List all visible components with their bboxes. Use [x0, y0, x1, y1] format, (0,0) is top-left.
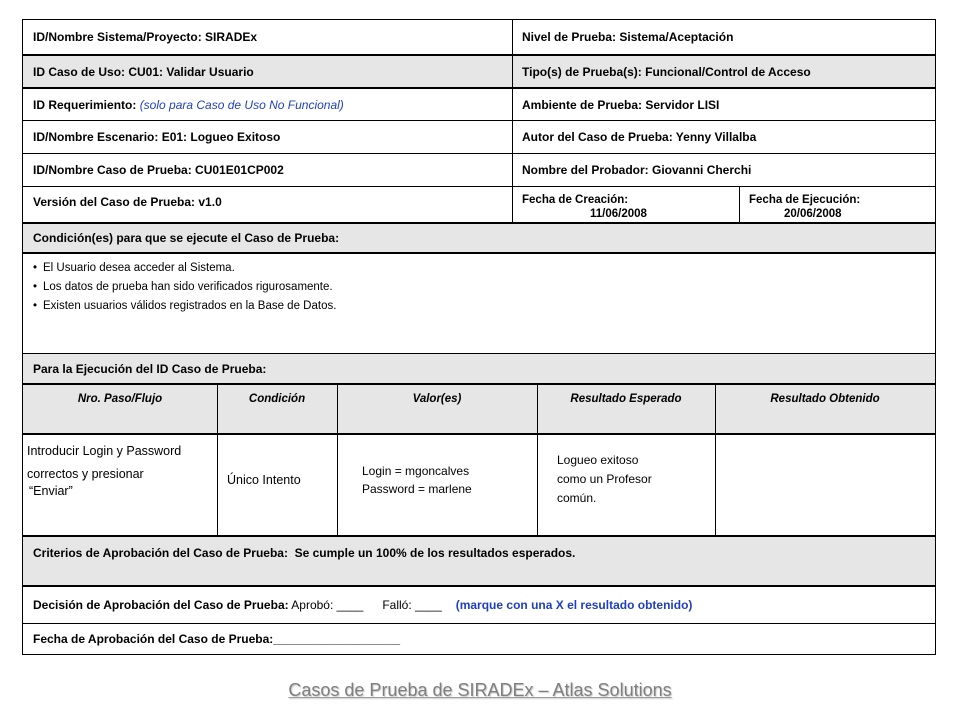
execution-date-label: Fecha de Ejecución:	[749, 194, 861, 206]
row-test-case	[23, 153, 935, 186]
col-condition: Condición	[248, 393, 306, 405]
system-project-field: ID/Nombre Sistema/Proyecto: SIRADEx	[33, 30, 258, 44]
approved-blank[interactable]: Aprobó: ____	[288, 598, 364, 612]
creation-date-value: 11/06/2008	[590, 208, 647, 220]
row-version-dates	[23, 186, 935, 222]
step-values: Login = mgoncalves Password = marlene	[362, 464, 472, 496]
environment-field: Ambiente de Prueba: Servidor LISI	[522, 97, 720, 112]
use-case-field: ID Caso de Uso: CU01: Validar Usuario	[33, 64, 254, 79]
requirement-label: ID Requerimiento:	[33, 97, 140, 112]
row-requirement	[23, 87, 935, 120]
criteria-value: Se cumple un 100% de los resultados esperados.	[287, 546, 576, 560]
col-obtained: Resultado Obtenido	[770, 393, 880, 405]
execution-header: Para la Ejecución del ID Caso de Prueba:	[33, 361, 267, 376]
row-system	[23, 20, 935, 54]
col-expected: Resultado Esperado	[570, 393, 682, 405]
test-case-id-field: ID/Nombre Caso de Prueba: CU01E01CP002	[33, 163, 284, 177]
col-step: Nro. Paso/Flujo	[77, 393, 163, 405]
col-values: Valor(es)	[412, 393, 462, 405]
execution-date-field	[739, 187, 935, 222]
requirement-field	[23, 89, 512, 120]
conditions-list-row	[23, 252, 935, 353]
condition-item: • Existen usuarios válidos registrados en la Base de Datos.	[33, 300, 913, 312]
criteria-label: Criterios de Aprobación del Caso de Prueba:	[33, 546, 288, 560]
approval-date-field[interactable]: Fecha de Aprobación del Caso de Prueba:___________________	[33, 632, 401, 646]
author-field: Autor del Caso de Prueba: Yenny Villalba	[522, 130, 757, 144]
footer-caption: Casos de Prueba de SIRADEx – Atlas Solutions	[288, 680, 672, 700]
condition-item: • Los datos de prueba han sido verificados rigurosamente.	[33, 281, 913, 293]
conditions-list	[33, 262, 913, 312]
decision-label: Decisión de Aprobación del Caso de Prueba:	[33, 598, 289, 612]
test-level-field: Nivel de Prueba: Sistema/Aceptación	[522, 30, 734, 44]
version-field: Versión del Caso de Prueba: v1.0	[33, 195, 222, 209]
execution-header-row	[23, 353, 935, 383]
failed-blank[interactable]: Falló: ____	[382, 598, 442, 612]
step-expected: Logueo exitoso como un Profesor común.	[557, 453, 652, 505]
test-type-field: Tipo(s) de Prueba(s): Funcional/Control de Acceso	[522, 64, 811, 79]
decision-row	[23, 585, 935, 623]
condition-item: • El Usuario desea acceder al Sistema.	[33, 262, 913, 274]
step-description: Introducir Login y Password correctos y presionar “Enviar”	[27, 444, 182, 498]
steps-table-header	[23, 383, 935, 433]
requirement-note: (solo para Caso de Uso No Funcional)	[139, 97, 344, 112]
test-case-form	[22, 19, 936, 655]
table-row	[23, 433, 935, 535]
conditions-header-row	[23, 222, 935, 252]
creation-date-field	[512, 187, 739, 222]
scenario-field: ID/Nombre Escenario: E01: Logueo Exitoso	[33, 130, 281, 144]
criteria-field	[23, 537, 935, 585]
step-condition: Único Intento	[227, 473, 301, 487]
conditions-header: Condición(es) para que se ejecute el Caso de Prueba:	[33, 231, 340, 245]
decision-field	[23, 587, 935, 623]
decision-note: (marque con una X el resultado obtenido)	[455, 598, 693, 612]
row-use-case	[23, 54, 935, 87]
row-scenario	[23, 120, 935, 153]
tester-field: Nombre del Probador: Giovanni Cherchi	[522, 163, 752, 177]
execution-date-value: 20/06/2008	[784, 208, 842, 220]
creation-date-label: Fecha de Creación:	[522, 194, 629, 206]
approval-date-row	[23, 623, 935, 654]
criteria-row	[23, 535, 935, 585]
step-obtained	[715, 435, 935, 535]
